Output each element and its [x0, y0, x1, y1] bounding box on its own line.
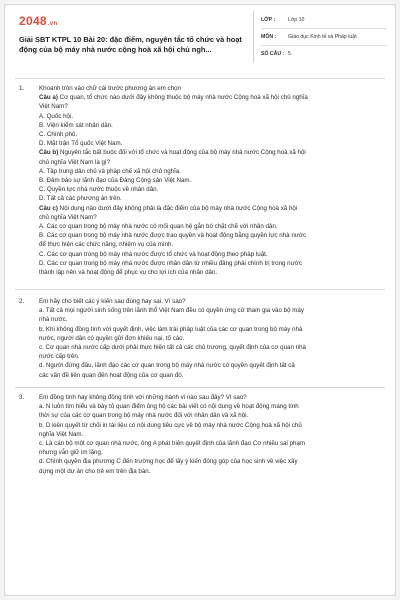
statement-d-cont: các vấn đề liên quan đến hoạt động của cơ quan đó. [39, 371, 184, 379]
behavior-a: a. N luôn tìm hiểu và bày tỏ quan điểm ủng hộ các bài viết có nội dung về hoạt động mang tính [39, 403, 299, 411]
question-prompt: Khoanh tròn vào chữ cái trước phương án em chọn [39, 85, 181, 92]
meta-divider [261, 45, 387, 46]
statement-c-cont: nước cấp trên. [39, 353, 80, 361]
option-c: C. Quyền lực nhà nước thuộc về nhân dân. [39, 186, 159, 194]
statement-d: d. Người đứng đầu, lãnh đạo các cơ quan trong bộ máy nhà nước có quyền quyết định tất cả [39, 362, 295, 370]
option-b: B. Viện kiểm sát nhân dân. [39, 121, 113, 129]
statement-c: c. Cơ quan nhà nước cấp dưới phải thực hiện tất cả các chủ trương, quyết định của cơ quan nhà [39, 344, 306, 352]
behavior-d-cont: dựng một dự án cho trẻ em trên địa bàn. [39, 467, 151, 475]
option-b-cont: để thực hiện các chức năng, nhiệm vụ của mình. [39, 241, 174, 249]
question-prompt: Em đồng tình hay không đồng tình với những hành vi nào sau đây? Vì sao? [39, 394, 247, 401]
option-d: D. Các cơ quan trong bộ máy nhà nước được nhân dân từ nhiều đảng phái chính trị trong nước [39, 259, 302, 267]
header-separator [15, 78, 385, 79]
question-separator [15, 289, 385, 290]
option-a: A. Quốc hội. [39, 112, 74, 120]
question-prompt: Em hãy cho biết các ý kiến sau đúng hay sai. Vì sao? [39, 298, 186, 305]
statement-a: a. Tất cả mọi người sinh sống trên lãnh thổ Việt Nam đều có quyền ứng cử tham gia vào bộ máy [39, 307, 304, 315]
document-page [4, 4, 396, 596]
behavior-d: d. Chính quyền địa phương C đến trường học để lấy ý kiến đóng góp của học sinh về việc xây [39, 458, 298, 466]
question-body [39, 297, 379, 380]
statement-b: b. Khi không đồng tình với quyết định, việc làm trái pháp luật của các cơ quan trong bộ máy nhà [39, 325, 303, 333]
question-body [39, 84, 379, 277]
logo-suffix: .vn [47, 21, 58, 27]
logo-text: 2048 [19, 14, 47, 28]
page-header [5, 5, 395, 68]
behavior-b: b. D kiên quyết từ chối in tài liệu có nội dung tiêu cực về bộ máy nhà nước Cộng hoà xã hội chủ [39, 421, 302, 429]
page-title: Giải SBT KTPL 10 Bài 20: đặc điểm, nguyên tắc tổ chức và hoạt động của bộ máy nhà nước cộng hoà xã hội chủ ngh... [19, 35, 242, 54]
statement-b-cont: nước, người dân có quyền gửi đơn khiếu nại, tố cáo. [39, 334, 185, 342]
question-separator [15, 387, 385, 388]
option-d-cont: thành lập nên và hoạt động để phục vụ cho lợi ích của nhân dân. [39, 269, 218, 277]
sub-question-a-cont: Việt Nam? [39, 103, 68, 111]
count-label: SỐ CÂU : [261, 51, 285, 57]
statement-a-cont: nhà nước. [39, 316, 68, 324]
subject-label: MÔN : [261, 34, 277, 40]
sub-question-b-cont: chủ nghĩa Việt Nam là gì? [39, 158, 111, 166]
class-label: LỚP : [261, 17, 276, 23]
option-c: C. Chính phủ. [39, 131, 78, 139]
count-value: 5 [288, 51, 291, 57]
behavior-b-cont: nghĩa Việt Nam. [39, 430, 84, 438]
option-b: B. Các cơ quan trong bộ máy nhà nước được trao quyền và hoạt động bằng quyền lực nhà nước [39, 232, 307, 240]
sub-question-a: Câu a) Cơ quan, tổ chức nào dưới đây không thuộc bộ máy nhà nước Cộng hoà xã hội chủ nghĩa [39, 94, 308, 102]
site-logo[interactable] [19, 14, 57, 28]
question-number: 2. [19, 298, 25, 305]
header-divider [253, 11, 254, 63]
question-number: 3. [19, 394, 25, 401]
subject-value: Giáo dục Kinh tế và Pháp luật [288, 34, 357, 40]
option-a: A. Tập trung dân chủ và pháp chế xã hội chủ nghĩa. [39, 167, 181, 175]
sub-question-b: Câu b) Nguyên tắc bất buộc đối với tổ chức và hoạt động của bộ máy nhà nước Cộng hoà xã hội [39, 149, 306, 157]
behavior-c-cont: nhưng vẫn giữ im lặng. [39, 449, 103, 457]
option-a: A. Các cơ quan trong bộ máy nhà nước có mối quan hệ gắn bó chặt chẽ với nhân dân. [39, 223, 278, 231]
option-d: D. Mặt trận Tổ quốc Việt Nam. [39, 140, 123, 148]
meta-divider [261, 28, 387, 29]
behavior-c: c. Là cán bộ một cơ quan nhà nước, ông A phát hiện quyết định của lãnh đạo Cơ nhiều sai phạm [39, 440, 306, 448]
option-d: D. Tất cả các phương án trên. [39, 195, 122, 203]
option-b: B. Đảm bảo sự lãnh đạo của Đảng Cộng sản Việt Nam. [39, 177, 192, 185]
sub-question-c: Câu c) Nội dung nào dưới đây không phải là đặc điểm của bộ máy nhà nước Cộng hoà xã hội [39, 204, 298, 212]
sub-question-c-cont: chủ nghĩa Việt Nam? [39, 213, 97, 221]
option-c: C. Các cơ quan trong bộ máy nhà nước được tổ chức và hoạt động theo pháp luật. [39, 250, 268, 258]
behavior-a-cont: thời sự của các cơ quan trong bộ máy nhà nước đối với nhân dân và xã hội. [39, 412, 249, 420]
question-body [39, 393, 379, 476]
question-number: 1. [19, 85, 25, 92]
class-value: Lớp 10 [288, 17, 305, 23]
